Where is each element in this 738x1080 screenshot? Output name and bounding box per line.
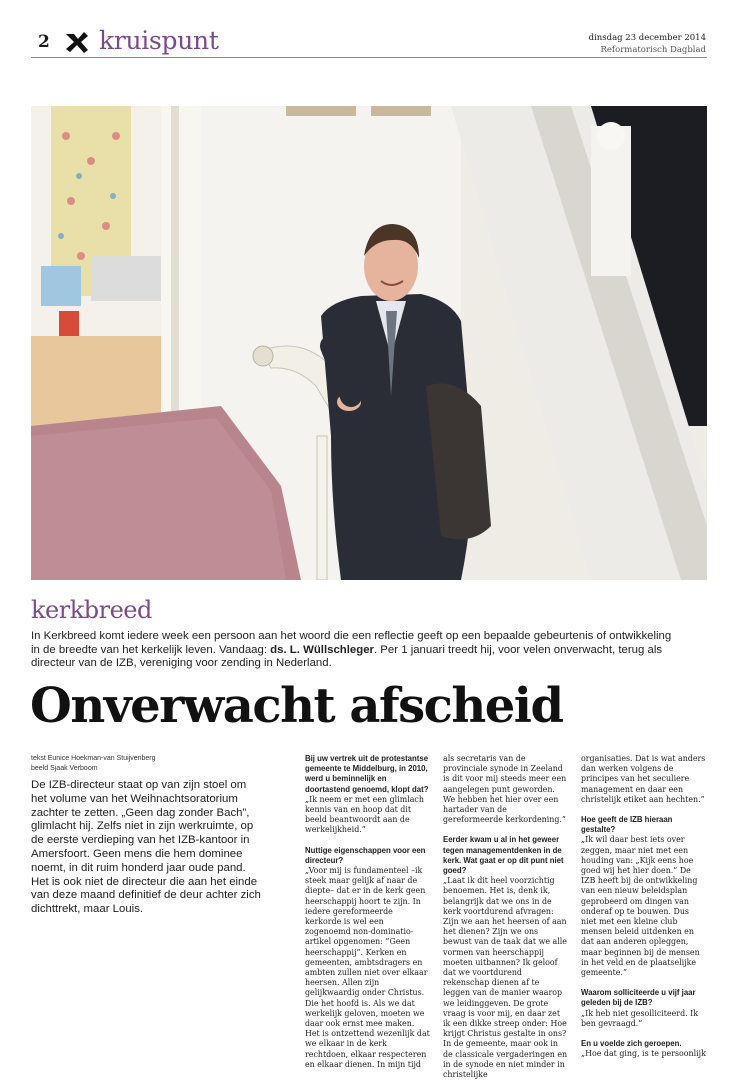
byline	[31, 754, 156, 774]
intro-person-name: ds. L. Wüllschleger	[270, 643, 374, 656]
intro-text-part1: In Kerkbreed komt iedere week een persoon aan het woord die een reflectie geeft op een bepaalde gebeurtenis of ontwikkeling in de breedte van het kerkelijk leven. Vandaag:	[31, 630, 672, 656]
question: Nuttige eigenschappen voor een directeur?	[305, 845, 426, 865]
kicker-label: kerkbreed	[31, 596, 152, 624]
page-number: 2	[38, 32, 50, 52]
article-column-2	[443, 754, 568, 1080]
answer: „Ik neem er met een glimlach kennis van en hoop dat dit beeld beantwoordt aan de werkelijkheid.”	[305, 794, 424, 835]
section-title: kruispunt	[99, 26, 219, 55]
answer: „Ik heb niet gesolliciteerd. Ik ben gevraagd.”	[581, 1008, 699, 1028]
article-column-1	[305, 754, 430, 1070]
header-rule	[31, 57, 707, 58]
header-date: dinsdag 23 december 2014	[588, 33, 706, 43]
question: Waarom solliciteerde u vijf jaar geleden bij de IZB?	[581, 988, 696, 1008]
question: Hoe geeft de IZB hieraan gestalte?	[581, 815, 673, 835]
intro-text-part2: . Per 1 januari treedt hij, voor velen onverwacht, terug als directeur van de IZB, vereniging voor zending in Nederland.	[31, 643, 663, 670]
answer: „Laat ik dit heel voorzichtig benoemen. Het is, denk ik, belangrijk dat we ons in de kerk voortdurend afvragen: Zijn we aan het heersen of aan het dienen? Zijn we ons bewust van de taak dat we alle vormen van heerschappij moeten uitbannen? Ik geloof dat we voortdurend rekenschap dienen af te leggen van de manier waarop we leidinggeven. De grote vraag is voor mij, en daar zet ik een dikke streep onder: Hoe krijgt Christus gestalte in ons? In de gemeente, maar ook in de classicale vergaderingen en in de synode en niet minder in christelijke	[443, 876, 568, 1080]
header-dateline	[589, 32, 706, 56]
article-column-3	[581, 754, 706, 1059]
headline: Onverwacht afscheid	[30, 678, 563, 734]
header-paper-name: Reformatorisch Dagblad	[600, 45, 706, 55]
question: Eerder kwam u al in het geweer tegen managementdenken in de kerk. Wat gaat er op dit punt niet goed?	[443, 835, 564, 876]
answer: als secretaris van de provinciale synode in Zeeland is dit voor mij steeds meer een aangelegen punt geworden. We hebben het hier over een hartader van de gereformeerde kerkordening.”	[443, 754, 567, 825]
cross-arrow-logo-icon	[64, 30, 90, 54]
byline-text: tekst Eunice Hoekman-van Stuijvenberg	[31, 755, 156, 762]
question: En u voelde zich geroepen.	[581, 1039, 682, 1049]
answer: „Hoe dat ging, is te persoonlijk	[581, 1049, 706, 1059]
answer: „Ik wil daar best iets over zeggen, maar niet met een houding van: „Kijk eens hoe goed wij het hier doen.” De IZB heeft bij de ontwikkeling van een nieuw beleidsplan geprobeerd om dingen van onderaf op te bouwen. Dus niet met een kleine club mensen beleid uitdenken en dat aan anderen opleggen, maar beginnen bij de mensen in het veld en de plaatselijke gemeente.”	[581, 835, 700, 978]
intro-text	[31, 630, 681, 671]
byline-photo: beeld Sjaak Verboom	[31, 765, 98, 772]
lead-paragraph: De IZB-directeur staat op van zijn stoel om het volume van het Weihnachtsoratorium zachter te zetten. „Geen dag zonder Bach”, glimlacht hij. Zelfs niet in zijn werkruimte, op de eerste verdieping van het IZB-kantoor in Amersfoort. Geen mens die hem dominee noemt, in dit ruim honderd jaar oude pand. Het is ook niet de directeur die aan het einde van deze maand definitief de deur achter zich dichttrekt, maar Louis.	[31, 779, 261, 916]
portrait-photo	[31, 106, 707, 580]
answer: organisaties. Dat is wat anders dan werken volgens de principes van het seculiere management en daar een christelijk etiket aan hechten.”	[581, 754, 706, 804]
answer: „Voor mij is fundamenteel –ik steek maar gelijk af naar de diepte– dat er in de kerk geen heerschappij hoort te zijn. In iedere gereformeerde kerkorde is wel een zogenoemd non-dominatio-artikel opgenomen: ”Geen heerschappij”. Kerken en gemeenten, ambtsdragers en ambten zullen niet over elkaar heersen. Allen zijn gelijkwaardig onder Christus. Die het hoofd is. Als we dat werkelijk geloven, moeten we daar ook ernst mee maken. Het is ontzettend wezenlijk dat we elkaar in de kerk rechtdoen, elkaar respecteren en elkaar dienen. In mijn tijd	[305, 866, 430, 1069]
question: Bij uw vertrek uit de protestantse gemeente te Middelburg, in 2010, werd u beminnelijk en doortastend genoemd, klopt dat?	[305, 754, 429, 794]
